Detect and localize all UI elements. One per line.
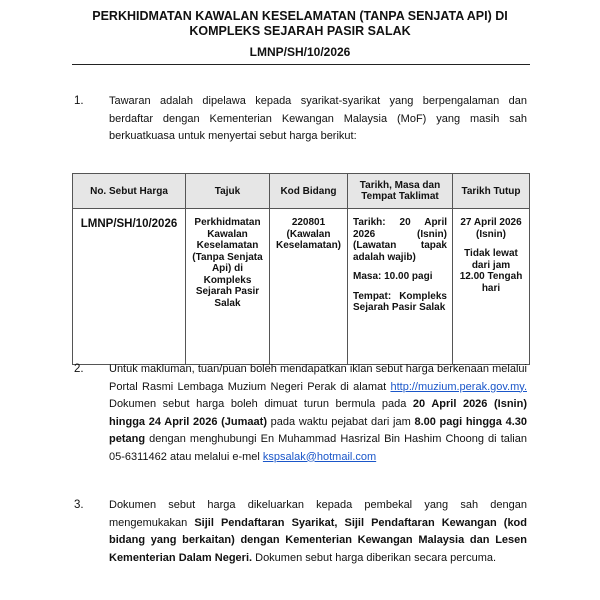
header-no-sebut-harga: No. Sebut Harga <box>73 174 186 209</box>
header-kod-bidang: Kod Bidang <box>270 174 348 209</box>
quotation-table <box>72 173 530 365</box>
section-3-number: 3. <box>74 499 84 511</box>
tutup-masa: Tidak lewat dari jam 12.00 Tengah hari <box>459 248 523 294</box>
download-period: 20 April 2026 (Isnin) hingga 24 April 2026 (Jumaat) <box>109 398 527 428</box>
email-link[interactable]: kspsalak@hotmail.com <box>262 450 377 463</box>
section-1-number: 1. <box>74 95 84 107</box>
table-header-row <box>73 174 530 209</box>
document-title: PERKHIDMATAN KAWALAN KESELAMATAN (TANPA SENJATA API) DI KOMPLEKS SEJARAH PASIR SALAK <box>92 9 508 38</box>
section-2-text-part: dengan menghubungi En Muhammad Hasrizal Bin Hashim Choong di talian 05-6311462 atau melalui e-mel <box>109 433 527 463</box>
taklimat-masa: Masa: 10.00 pagi <box>353 271 433 282</box>
cell-taklimat <box>348 209 453 365</box>
section-2-text <box>109 361 527 466</box>
section-2-text-part: pada waktu pejabat dari jam <box>266 415 415 428</box>
cell-tajuk: Perkhidmatan Kawalan Keselamatan (Tanpa Senjata Api) di Kompleks Sejarah Pasir Salak <box>186 209 270 365</box>
tutup-tarikh: 27 April 2026 (Isnin) <box>460 217 522 240</box>
cell-tarikh-tutup <box>453 209 530 365</box>
required-documents: Sijil Pendaftaran Syarikat, Sijil Pendaftaran Kewangan (kod bidang yang berkaitan) dengan Kementerian Kewangan Malaysia dan Lesen Kementerian Dalam Negeri. <box>109 516 527 564</box>
header-tajuk: Tajuk <box>186 174 270 209</box>
section-2-number: 2. <box>74 363 84 375</box>
taklimat-tempat: Tempat: Kompleks Sejarah Pasir Salak <box>353 290 447 313</box>
section-2-text-part: Untuk makluman, tuan/puan boleh mendapatkan iklan sebut harga berkenaan melalui Portal Rasmi Lembaga Muzium Negeri Perak di alamat <box>109 363 527 393</box>
section-3-text <box>109 497 527 567</box>
taklimat-tarikh: Tarikh: 20 April 2026 (Isnin) (Lawatan tapak adalah wajib) <box>353 217 447 263</box>
header-taklimat: Tarikh, Masa dan Tempat Taklimat <box>348 174 453 209</box>
section-3-text-part: Dokumen sebut harga diberikan secara percuma. <box>252 551 497 564</box>
portal-link[interactable]: http://muzium.perak.gov.my. <box>390 380 527 393</box>
cell-kod-bidang: 220801 (Kawalan Keselamatan) <box>270 209 348 365</box>
office-hours: 8.00 pagi hingga 4.30 petang <box>109 415 527 445</box>
section-3-text-part: Dokumen sebut harga dikeluarkan kepada pembekal yang sah dengan mengemukakan <box>109 499 527 529</box>
table-row <box>73 209 530 365</box>
reference-number: LMNP/SH/10/2026 <box>249 45 351 59</box>
header-tarikh-tutup: Tarikh Tutup <box>453 174 530 209</box>
header-divider <box>72 64 530 65</box>
section-2-text-part: Dokumen sebut harga boleh dimuat turun bermula pada <box>109 398 413 410</box>
cell-no-sebut-harga: LMNP/SH/10/2026 <box>73 209 186 365</box>
section-1-text: Tawaran adalah dipelawa kepada syarikat-syarikat yang berpengalaman dan berdaftar dengan Kementerian Kewangan Malaysia (MoF) yang masih sah berkuatkuasa untuk menyertai sebut harga berikut: <box>109 95 527 142</box>
